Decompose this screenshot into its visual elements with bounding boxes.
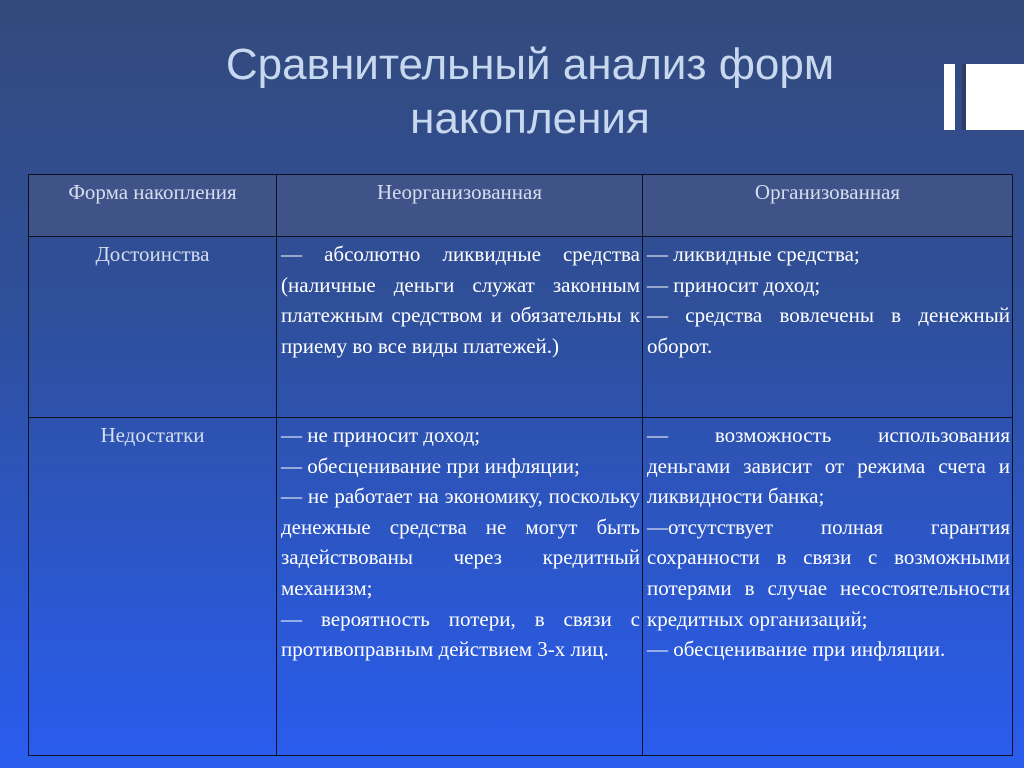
list-item: — вероятность потери, в связи с противоправным действием 3-х лиц. <box>281 606 640 662</box>
list-item: — абсолютно ликвидные средства (наличные деньги служат законным платежным средством и обязательны к приему во все виды платежей.) <box>281 242 640 358</box>
deco-bar <box>944 64 955 130</box>
row-label-advantages: Достоинства <box>29 237 277 418</box>
list-item: — средства вовлечены в денежный оборот. <box>647 303 1010 358</box>
row-label-disadvantages: Недостатки <box>29 418 277 756</box>
disadvantages-unorganized-cell <box>277 418 643 756</box>
list-item: — не приносит доход; <box>281 423 481 447</box>
header-form: Форма накопления <box>29 175 277 237</box>
title-line-1: Сравнительный анализ форм <box>225 40 835 89</box>
list-item: —отсутствует полная гарантия сохранности в связи с возможными потерями в случае несостоятельности кредитных организаций; <box>647 514 1010 631</box>
bracket-decoration-icon <box>944 64 1024 130</box>
table-row-advantages <box>29 237 1013 418</box>
list-item: — ликвидные средства; <box>647 242 860 266</box>
advantages-unorganized-cell <box>277 237 643 418</box>
list-item: — обесценивание при инфляции. <box>647 637 946 662</box>
title-line-2: накопления <box>410 94 650 143</box>
disadvantages-organized-cell <box>643 418 1013 756</box>
slide-title <box>140 38 920 146</box>
header-unorganized: Неорганизованная <box>277 175 643 237</box>
list-item: — приносит доход; <box>647 272 821 297</box>
header-organized: Организованная <box>643 175 1013 237</box>
list-item: — возможность использования деньгами зависит от режима счета и ликвидности банка; <box>647 423 1010 509</box>
comparison-table <box>28 174 1013 756</box>
deco-box <box>962 64 1024 130</box>
list-item: — обесценивание при инфляции; <box>281 453 580 478</box>
advantages-organized-cell <box>643 237 1013 418</box>
table-header-row <box>29 175 1013 237</box>
table-row-disadvantages <box>29 418 1013 756</box>
list-item: — не работает на экономику, поскольку денежные средства не могут быть задействованы через кредитный механизм; <box>281 484 640 600</box>
